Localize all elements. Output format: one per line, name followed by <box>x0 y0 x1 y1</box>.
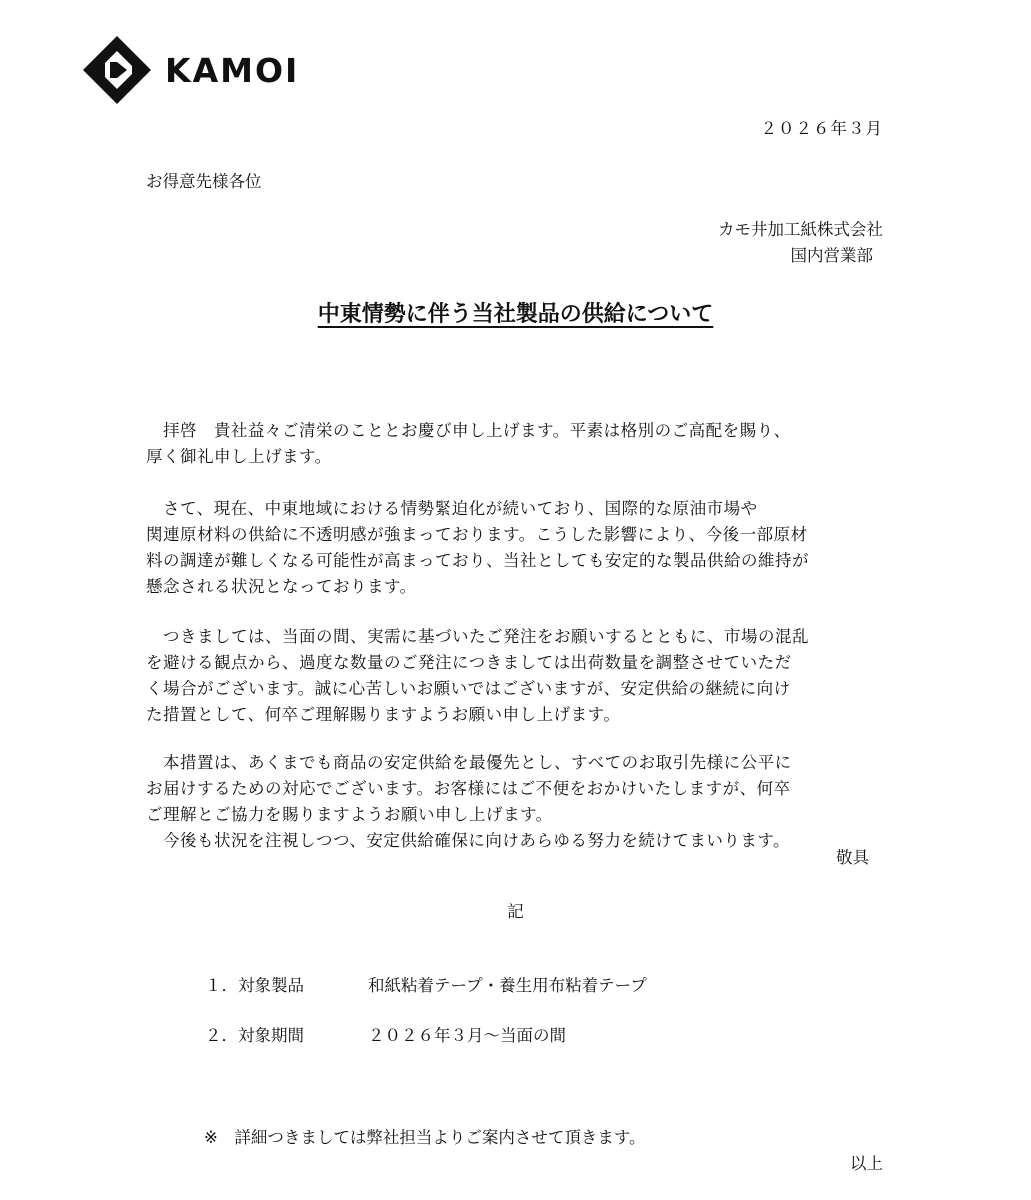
sender-department: 国内営業部 <box>790 246 873 265</box>
paragraph-line: さて、現在、中東地域における情勢緊迫化が続いており、国際的な原油市場や <box>146 499 758 518</box>
document-date: ２０２６年３月 <box>760 119 883 138</box>
sender-company: カモ井加工紙株式会社 <box>718 220 883 239</box>
paragraph-line: 厚く御礼申し上げます。 <box>146 447 332 466</box>
paragraph-line: 料の調達が難しくなる可能性が高まっており、当社としても安定的な製品供給の維持が <box>146 551 809 570</box>
kamoi-diamond-logo-icon <box>83 36 151 104</box>
paragraph-line: を避ける観点から、過度な数量のご発注につきましては出荷数量を調整させていただ <box>146 653 792 672</box>
paragraph-line: つきましては、当面の間、実需に基づいたご発注をお願いするとともに、市場の混乱 <box>146 627 809 646</box>
paragraph-situation <box>146 496 906 600</box>
paragraph-line: た措置として、何卒ご理解賜りますようお願い申し上げます。 <box>146 705 621 724</box>
paragraph-line: 本措置は、あくまでも商品の安定供給を最優先とし、すべてのお取引先様に公平に <box>146 753 792 772</box>
company-logo <box>83 36 299 104</box>
paragraph-measures <box>146 750 906 854</box>
item-value-products: 和紙粘着テープ・養生用布粘着テープ <box>368 976 647 995</box>
paragraph-line: 懸念される状況となっております。 <box>146 577 417 596</box>
paragraph-line: 拝啓 貴社益々ご清栄のこととお慶び申し上げます。平素は格別のご高配を賜り、 <box>146 421 791 440</box>
paragraph-line: ご理解とご協力を賜りますようお願い申し上げます。 <box>146 805 553 824</box>
closing-salutation: 敬具 <box>836 848 869 867</box>
item-label-products: １．対象製品 <box>205 976 304 995</box>
logo-text: KAMOI <box>165 50 300 90</box>
paragraph-line: く場合がございます。誠に心苦しいお願いではございますが、安定供給の継続に向け <box>146 679 791 698</box>
paragraph-line: お届けするための対応でございます。お客様にはご不便をおかけいたしますが、何卒 <box>146 779 791 798</box>
end-mark: 以上 <box>850 1154 883 1173</box>
remark-note: ※ 詳細つきましては弊社担当よりご案内させて頂きます。 <box>204 1128 646 1147</box>
paragraph-line: 今後も状況を注視しつつ、安定供給確保に向けあらゆる努力を続けてまいります。 <box>146 831 791 850</box>
paragraph-line: 関連原材料の供給に不透明感が強まっております。こうした影響により、今後一部原材 <box>146 525 808 544</box>
item-label-period: ２．対象期間 <box>205 1026 304 1045</box>
paragraph-request <box>146 624 906 728</box>
notes-heading: 記 <box>507 902 524 921</box>
item-value-period: ２０２６年３月～当面の間 <box>368 1026 566 1045</box>
paragraph-greeting <box>146 418 906 470</box>
document-title-text: 中東情勢に伴う当社製品の供給について <box>317 302 714 327</box>
document-title <box>0 300 1031 330</box>
recipient: お得意先様各位 <box>146 172 262 191</box>
